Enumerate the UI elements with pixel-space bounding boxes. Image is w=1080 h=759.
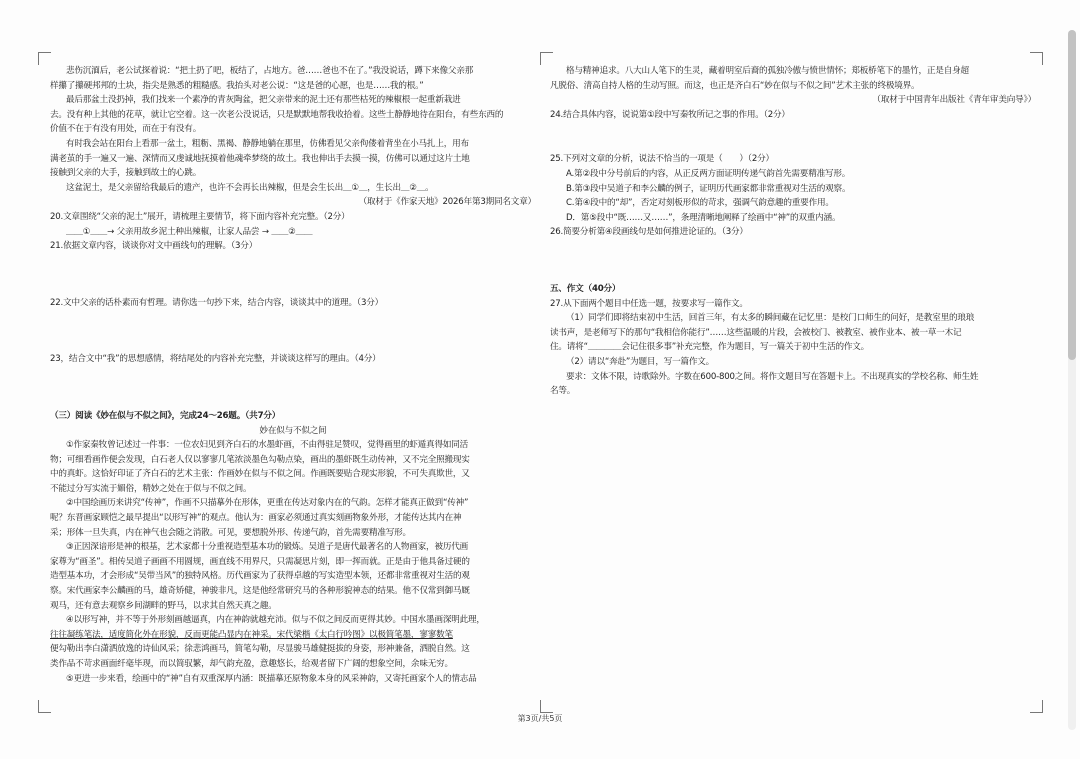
option-d: D．第⑤段中“既……又……”，条理清晰地阐释了绘画中“神”的双重内涵。 bbox=[566, 212, 841, 223]
article-line: 凡脱俗、清高自持人格的生动写照。而这，也正是齐白石“妙在似与不似之间”艺术主张的终极境界。 bbox=[550, 80, 920, 91]
story-paragraph-line: 有时我会站在阳台上看那一盆土，粗粝、黑褐、静静地躺在那里，仿佛看见父亲佝偻着背坐在小马扎上，用布 bbox=[66, 138, 469, 149]
source-note: （取材于中国青年出版社《青年审美向导》） bbox=[872, 95, 1036, 106]
scrollbar-thumb[interactable] bbox=[1068, 30, 1076, 360]
article-line: 中的真虾。这恰好印证了齐白石的艺术主张：作画妙在似与不似之间。作画既要贴合现实形貌，不可失真欺世，又 bbox=[50, 469, 470, 480]
crop-mark bbox=[38, 700, 51, 713]
article-line: 察。宋代画家李公麟画的马，雄奇矫健，神骏非凡，这是他经常研究马的各种形貌神态的结果。他不仅常到御马厩 bbox=[50, 586, 470, 597]
question-23: 23，结合文中“我”的思想感情，将结尾处的内容补充完整，并谈谈这样写的理由。（4分） bbox=[50, 354, 381, 365]
article-line: ③正因深谙形是神的根基，艺术家都十分重视造型基本功的锻炼。吴道子是唐代最著名的人物画家，被历代画 bbox=[66, 542, 469, 553]
section-heading: （三）阅读《妙在似与不似之间》，完成24～26题。（共7分） bbox=[50, 410, 281, 421]
option-c: C.第④段中的“却”，否定对刻板形似的苛求，强调气韵意趣的重要作用。 bbox=[566, 198, 834, 209]
article-line: 造型基本功，才会形成“吴带当风”的独特风格。历代画家为了获得卓越的写实造型本领，还都非常重视对生活的观 bbox=[50, 571, 470, 582]
article-line: 格与精神追求。八大山人笔下的生灵，藏着明室后裔的孤独冷傲与愤世情怀；郑板桥笔下的墨竹，正是自身超 bbox=[566, 66, 969, 76]
requirements: 名等。 bbox=[550, 386, 576, 397]
prompt-line: （2）请以“奔赴”为题目，写一篇作文。 bbox=[566, 356, 715, 367]
prompt-line: （1）同学们即将结束初中生活，回首三年，有太多的瞬间藏在记忆里：是校门口师生的问好，是教室里的琅琅 bbox=[566, 313, 975, 324]
question-25: 25.下列对文章的分析，说法不恰当的一项是（ ）（2分） bbox=[550, 154, 774, 165]
prompt-line: 读书声，是老师写下的那句“我相信你能行”……这些温暖的片段，会被校门、被教室、被作业本、被一草一木记 bbox=[550, 327, 962, 338]
underlined-sentence: 往往凝练笔法，适度简化外在形貌，反而更能凸显内在神采。宋代梁楷《太白行吟图》以极简笔墨，寥寥数笔 bbox=[50, 629, 453, 640]
option-b: B.第③段中吴道子和李公麟的例子，证明历代画家都非常重视对生活的观察。 bbox=[566, 183, 851, 194]
question-26: 26.简要分析第④段画线句是如何推进论证的。（3分） bbox=[550, 227, 748, 238]
article-title: 妙在似与不似之间 bbox=[259, 425, 327, 436]
question-21: 21.依据文章内容，谈谈你对文中画线句的理解。（3分） bbox=[50, 241, 258, 252]
article-line: 物；可细看画作便会发现，白石老人仅以寥寥几笔浓淡墨色勾勒点染，画出的墨虾既生动传神，又不完全照搬现实 bbox=[50, 454, 470, 465]
story-paragraph-line: 这盆泥土，是父亲留给我最后的遗产，也许不会再长出辣椒，但是会生长出＿①＿，生长出＿②＿。 bbox=[66, 182, 434, 193]
section-heading: 五、作文（40分） bbox=[550, 283, 621, 294]
vertical-scrollbar[interactable] bbox=[1068, 30, 1076, 730]
source-note: （取材于《作家天地》2026年第3期同名文章） bbox=[358, 197, 536, 208]
story-paragraph-line: 接触到父亲的大手，接触到故土的心跳。 bbox=[50, 168, 202, 179]
left-column bbox=[50, 64, 536, 686]
question-20-flow: ＿＿①＿＿→ 父亲用故乡泥土种出辣椒，让家人品尝 → ＿＿②＿＿ bbox=[66, 226, 313, 237]
article-line: ⑤更进一步来看，绘画中的“神”自有双重深厚内涵：既描摹还原物象本身的风采神韵，又寄托画家个人的情志品 bbox=[66, 673, 477, 684]
question-27: 27.从下面两个题目中任选一题，按要求写一篇作文。 bbox=[550, 298, 748, 309]
right-column bbox=[550, 64, 1036, 399]
story-paragraph-line: 样攥了攥硬邦邦的土块，指尖是熟悉的粗糙感。我抬头对老公说：“这是爸的心愿，也是……我的根。” bbox=[50, 80, 424, 91]
article-line: 不能过分写实流于媚俗，精妙之处在于似与不似之间。 bbox=[50, 483, 252, 494]
story-paragraph-line: 价值不在于有没有用处，而在于有没有。 bbox=[50, 124, 202, 135]
article-line: ②中国绘画历来讲究“传神”，作画不只描摹外在形体，更重在传达对象内在的气韵。怎样才能真正做到“传神” bbox=[66, 498, 469, 509]
option-a: A.第②段中分号前后的内容，从正反两方面证明传递气韵首先需要精准写形。 bbox=[566, 168, 851, 179]
article-line: ④以形写神，并不等于外形刻画越逼真，内在神韵就越充沛。似与不似之间反而更得其妙。中国水墨画深明此理， bbox=[66, 615, 485, 626]
article-line: 观马，还有意去观察乡间湖畔的野马，以求其自然天真之趣。 bbox=[50, 600, 277, 611]
question-20: 20.文章围绕“父亲的泥土”展开，请梳理主要情节，将下面内容补充完整。（2分） bbox=[50, 211, 350, 222]
crop-mark bbox=[540, 700, 553, 713]
question-22: 22.文中父亲的话朴素而有哲理。请你选一句抄下来，结合内容，谈谈其中的道理。（3分） bbox=[50, 297, 383, 308]
page-number: 第3页/共5页 bbox=[517, 714, 563, 723]
article-line: 类作品不苛求画面纤毫毕现，而以简驭繁，却气韵充盈，意趣悠长，给观者留下广阔的想象空间，余味无穷。 bbox=[50, 659, 453, 669]
article-line: ①作家秦牧曾记述过一件事：一位农妇见到齐白石的水墨虾画，不由得驻足赞叹，觉得画里的虾遁真得如同活 bbox=[66, 440, 469, 451]
crop-mark bbox=[1030, 700, 1043, 713]
article-line: 便勾勒出李白潇洒放逸的诗仙风采；徐悲鸿画马，简笔勾勒，尽显骏马雄健挺拔的身姿，形神兼备，洒脱自然。这 bbox=[50, 644, 470, 655]
story-paragraph-line: 最后那盆土没扔掉，我们找来一个素净的青灰陶盆，把父亲带来的泥土还有那些枯死的辣椒根一起重新栽进 bbox=[66, 95, 461, 106]
prompt-line: 住。请将“＿＿＿＿会记住很多事”补充完整，作为题目，写一篇关于初中生活的作文。 bbox=[550, 342, 870, 353]
story-paragraph-line: 满老茧的手一遍又一遍、深情而又虔诚地抚摸着他魂牵梦绕的故土。我也伸出手去摸一摸，仿佛可以通过这片土地 bbox=[50, 153, 470, 164]
requirements: 要求：文体不限，诗歌除外。字数在600-800之间。将作文题目写在答题卡上。不出现真实的学校名称、师生姓 bbox=[566, 371, 979, 382]
question-24: 24.结合具体内容，说说第①段中写秦牧所记之事的作用。（2分） bbox=[550, 109, 790, 120]
article-line: 采；形体一旦失真，内在神气也会随之消散。可见，要想脱外形、传递气韵，首先需要精准写形。 bbox=[50, 527, 411, 538]
story-paragraph-line: 去。没有种上其他的花草，就让它空着。这一次老公没说话，只是默默地帮我收拾着。这些土静静地待在阳台，有些东西的 bbox=[50, 109, 504, 120]
article-line: 呢？东晋画家顾恺之最早提出“以形写神”的观点。他认为：画家必须通过真实刻画物象外形，才能传达其内在神 bbox=[50, 513, 462, 524]
story-paragraph-line: 悲伤沉湎后，老公试探着说：“把土扔了吧，板结了，占地方。爸……爸也不在了。”我没说话，蹲下来像父亲那 bbox=[66, 66, 474, 76]
article-line: 家尊为“画圣”。相传吴道子画画不用圆规，画直线不用界尺，只需凝思片刻，即一挥而就。正是由于他具备过硬的 bbox=[50, 556, 470, 567]
